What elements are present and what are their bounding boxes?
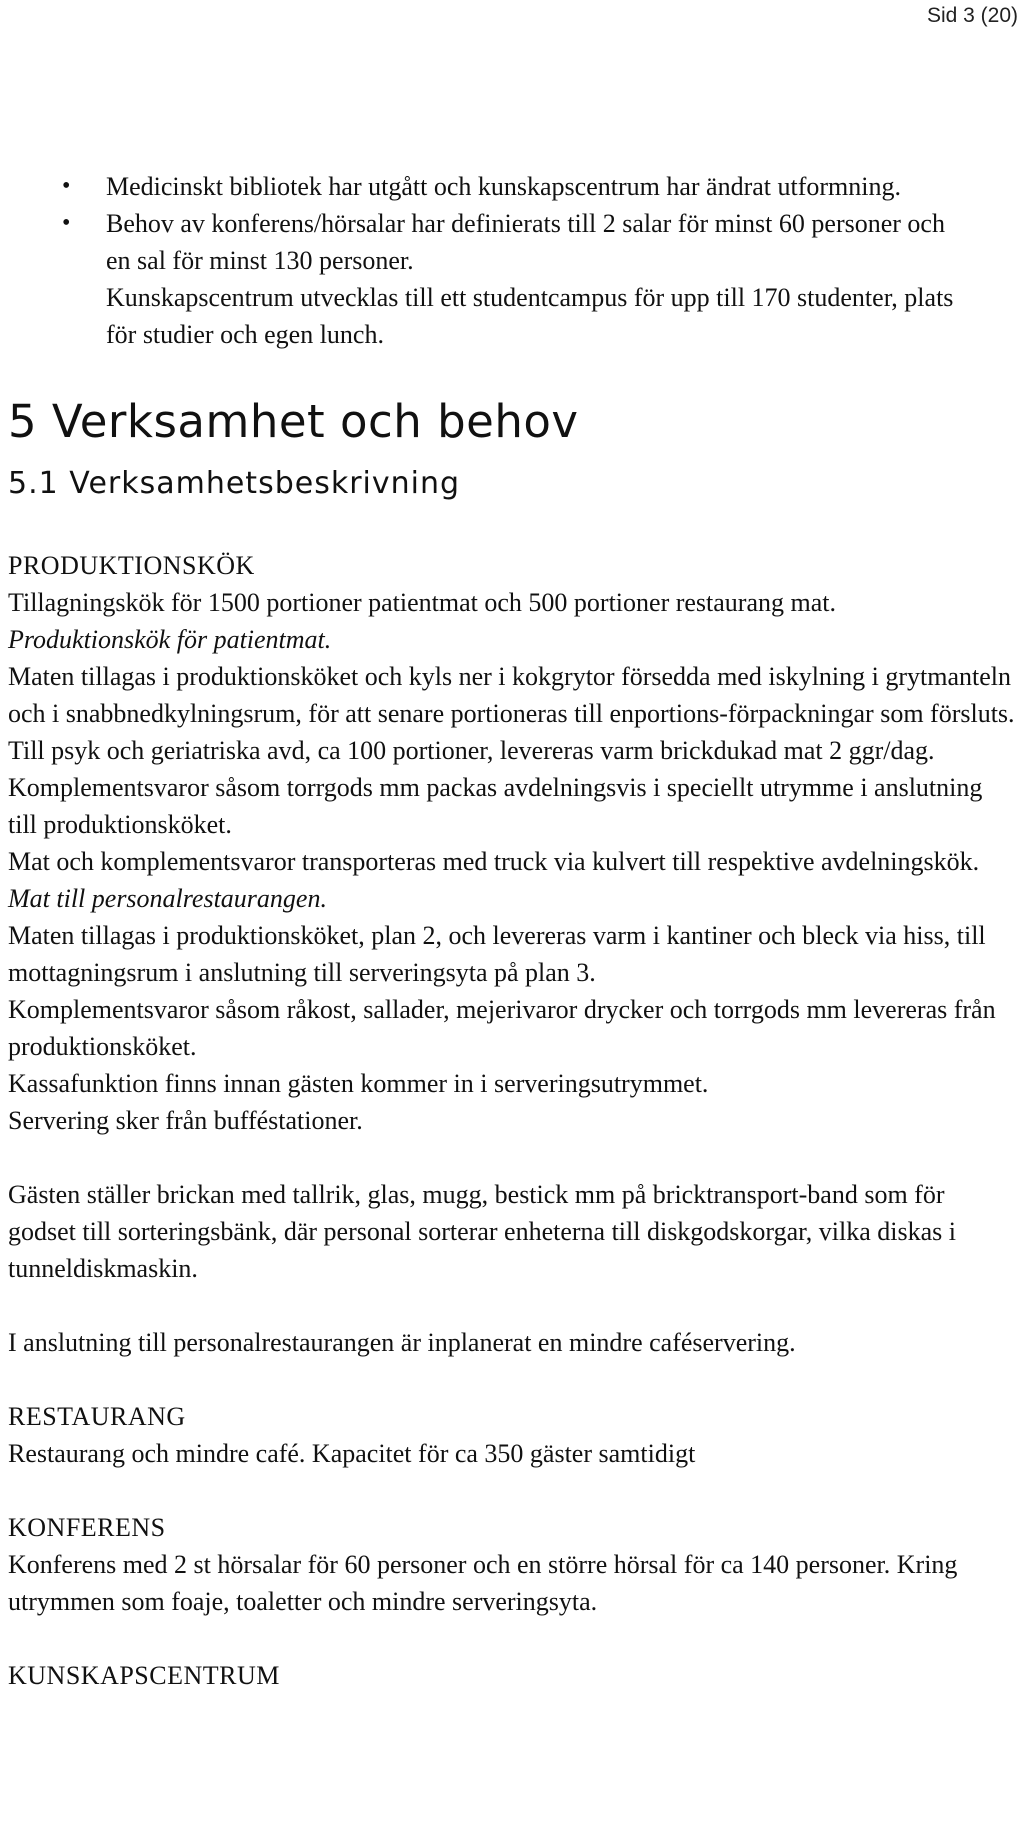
paragraph-line: Komplementsvaror såsom torrgods mm packas avdelningsvis i speciellt utrymme i anslutning till produktionsköket. xyxy=(8,773,983,839)
document-body xyxy=(8,168,1016,1694)
produktionskok-heading: PRODUKTIONSKÖK xyxy=(8,551,255,580)
paragraph: I anslutning till personalrestaurangen är inplanerat en mindre caféservering. xyxy=(8,1328,796,1357)
paragraph-line: Produktionskök för patientmat. xyxy=(8,625,332,654)
produktionskok-section xyxy=(8,547,1016,1361)
list-item: Kunskapscentrum utvecklas till ett studentcampus för upp till 170 studenter, plats för studier och egen lunch. xyxy=(106,283,954,349)
paragraph-line: Mat till personalrestaurangen. xyxy=(8,884,327,913)
paragraph-line: Kassafunktion finns innan gästen kommer in i serveringsutrymmet. xyxy=(8,1069,709,1098)
paragraph-line: Till psyk och geriatriska avd, ca 100 portioner, levereras varm brickdukad mat 2 ggr/dag. xyxy=(8,736,935,765)
paragraph: Konferens med 2 st hörsalar för 60 personer och en större hörsal för ca 140 personer. Kring utrymmen som foaje, toaletter och mindre serveringsyta. xyxy=(8,1550,958,1616)
konferens-heading: KONFERENS xyxy=(8,1513,166,1542)
restaurang-heading: RESTAURANG xyxy=(8,1402,186,1431)
list-item: • Behov av konferens/hörsalar har definierats till 2 salar för minst 60 personer och en sal för minst 130 personer. xyxy=(106,205,1016,279)
subsection-heading: 5.1 Verksamhetsbeskrivning xyxy=(8,466,461,501)
section-heading: 5 Verksamhet och behov xyxy=(8,395,579,448)
paragraph-line: Komplementsvaror såsom råkost, sallader, mejerivaror drycker och torrgods mm levereras från produktionsköket. xyxy=(8,995,996,1061)
list-item: • Medicinskt bibliotek har utgått och kunskapscentrum har ändrat utformning. xyxy=(106,168,1016,205)
bullet-list xyxy=(8,168,1016,353)
paragraph-line: Maten tillagas i produktionsköket, plan 2, och levereras varm i kantiner och bleck via hiss, till mottagningsrum i anslutning till serveringsyta på plan 3. xyxy=(8,921,986,987)
konferens-section xyxy=(8,1509,1016,1620)
paragraph-line: Mat och komplementsvaror transporteras med truck via kulvert till respektive avdelningskök. xyxy=(8,847,980,876)
paragraph-line: Servering sker från bufféstationer. xyxy=(8,1106,363,1135)
paragraph: Gästen ställer brickan med tallrik, glas, mugg, bestick mm på bricktransport-band som för godset till sorteringsbänk, där personal sorterar enheterna till diskgodskorgar, vilka diskas i tunneldiskmaskin. xyxy=(8,1180,956,1283)
paragraph: Restaurang och mindre café. Kapacitet för ca 350 gäster samtidigt xyxy=(8,1439,696,1468)
page-number: Sid 3 (20) xyxy=(926,4,1018,27)
paragraph-line: Tillagningskök för 1500 portioner patientmat och 500 portioner restaurang mat. xyxy=(8,588,836,617)
kunskapscentrum-section xyxy=(8,1657,1016,1694)
restaurang-section xyxy=(8,1398,1016,1472)
kunskapscentrum-heading: KUNSKAPSCENTRUM xyxy=(8,1661,280,1690)
paragraph-line: Maten tillagas i produktionsköket och kyls ner i kokgrytor försedda med iskylning i grytmanteln och i snabbnedkylningsrum, för att senare portioneras till enportions-förpackningar som försluts. xyxy=(8,662,1015,728)
